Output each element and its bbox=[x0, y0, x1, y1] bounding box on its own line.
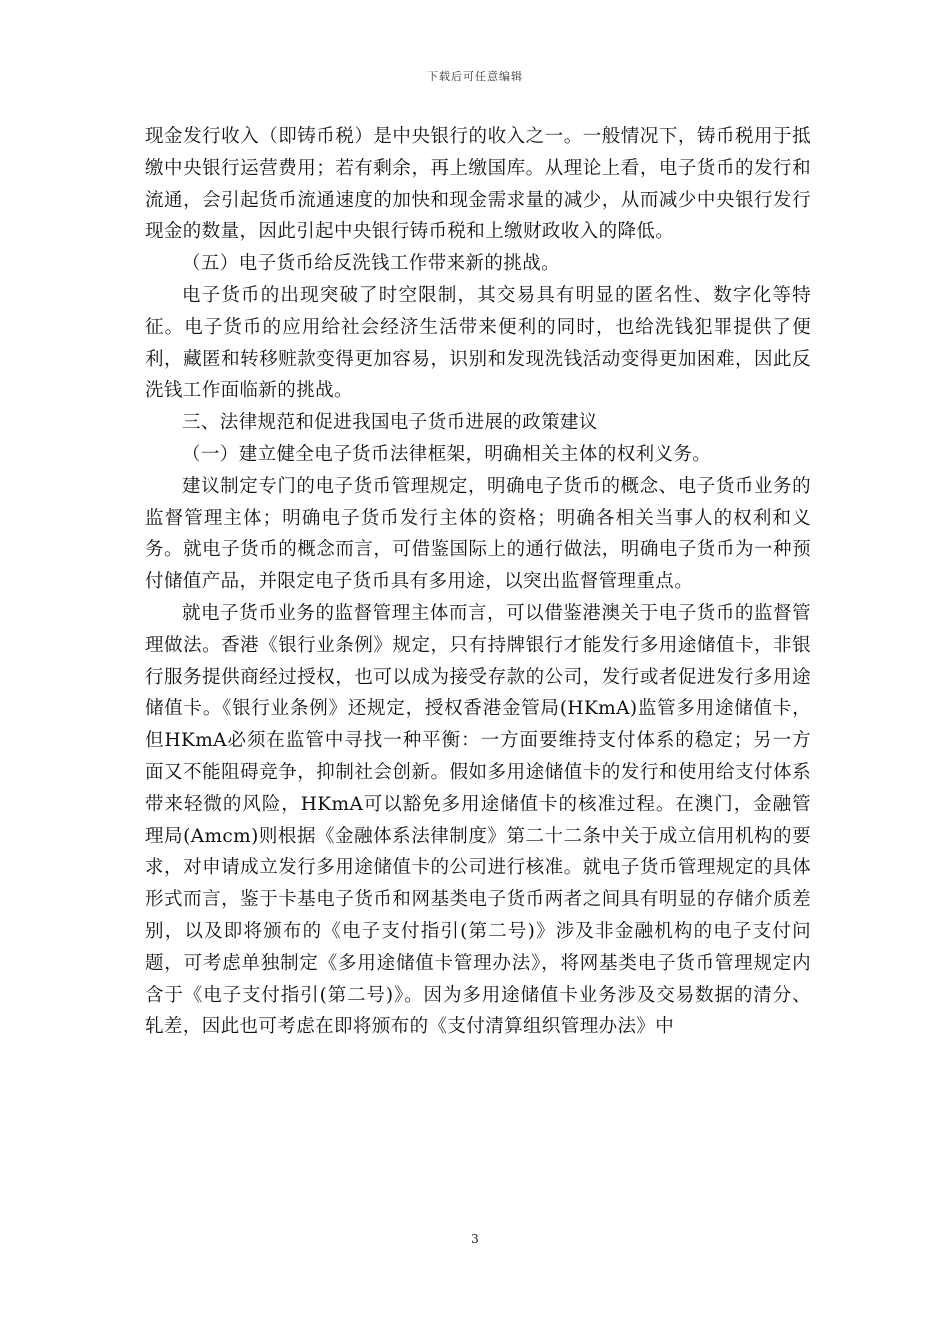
chapter-heading-policy-suggestions: 三、法律规范和促进我国电子货币进展的政策建议 bbox=[182, 412, 598, 434]
page-number: 3 bbox=[471, 1232, 479, 1246]
paragraph-management-regulation: 建议制定专门的电子货币管理规定，明确电子货币的概念、电子货币业务的监督管理主体；明确电子货币发行主体的资格；明确各相关当事人的权利和义务。就电子货币的概念而言，可借鉴国际上的通行做法，明确电子货币为一种预付储值产品，并限定电子货币具有多用途，以突出监督管理重点。 bbox=[145, 475, 811, 593]
page-header-note: 下载后可任意编辑 bbox=[427, 70, 523, 83]
paragraph-anti-money-laundering: 电子货币的出现突破了时空限制，其交易具有明显的匿名性、数字化等特征。电子货币的应用给社会经济生活带来便利的同时，也给洗钱犯罪提供了便利，藏匿和转移赃款变得更加容易，识别和发现洗钱活动变得更加困难，因此反洗钱工作面临新的挑战。 bbox=[145, 284, 811, 402]
document-body bbox=[145, 121, 811, 1043]
paragraph-seigniorage: 现金发行收入（即铸币税）是中央银行的收入之一。一般情况下，铸币税用于抵缴中央银行运营费用；若有剩余，再上缴国库。从理论上看，电子货币的发行和流通，会引起货币流通速度的加快和现金需求量的减少，从而减少中央银行发行现金的数量，因此引起中央银行铸币税和上缴财政收入的降低。 bbox=[145, 126, 811, 243]
section-heading-legal-framework: （一）建立健全电子货币法律框架，明确相关主体的权利义务。 bbox=[182, 443, 712, 465]
section-heading-anti-money-laundering: （五）电子货币给反洗钱工作带来新的挑战。 bbox=[182, 253, 561, 275]
paragraph-supervision-subject: 就电子货币业务的监督管理主体而言，可以借鉴港澳关于电子货币的监督管理做法。香港《银行业条例》规定，只有持牌银行才能发行多用途储值卡，非银行服务提供商经过授权，也可以成为接受存款的公司，发行或者促进发行多用途储值卡。《银行业条例》还规定，授权香港金管局(HKmA)监管多用途储值卡，但HKmA必须在监管中寻找一种平衡：一方面要维持支付体系的稳定；另一方面又不能阻碍竞争，抑制社会创新。假如多用途储值卡的发行和使用给支付体系带来轻微的风险，HKmA可以豁免多用途储值卡的核准过程。在澳门，金融管理局(Amcm)则根据《金融体系法律制度》第二十二条中关于成立信用机构的要求，对申请成立发行多用途储值卡的公司进行核准。就电子货币管理规定的具体形式而言，鉴于卡基电子货币和网基类电子货币两者之间具有明显的存储介质差别，以及即将颁布的《电子支付指引(第二号)》涉及非金融机构的电子支付问题，可考虑单独制定《多用途储值卡管理办法》，将网基类电子货币管理规定内含于《电子支付指引(第二号)》。因为多用途储值卡业务涉及交易数据的清分、轧差，因此也可考虑在即将颁布的《支付清算组织管理办法》中 bbox=[145, 602, 811, 1038]
